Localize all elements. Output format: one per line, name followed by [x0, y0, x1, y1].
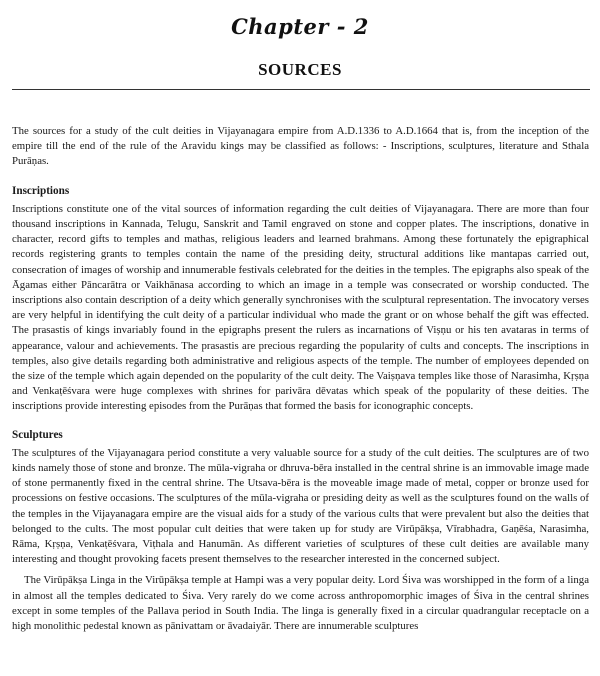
inscriptions-paragraph: Inscriptions constitute one of the vital sources of information regarding the cult deities of Vijayanagara. There are more than four thousand inscriptions in Kannada, Telugu, Sanskrit and Tamil engraved on stone and copper plates. The inscriptions, donative in character, record gifts to temples and mathas, religious leaders and learned brahmans. Among these fortunately the epigraphical records registering grants to temples contain the name of the presiding deity, structural additions like mantapas carried out, consecration of images of worship and innumerable festivals celebrated for the deities in the temples. The epigraphs also speak of the Āgamas either Pāncarātra or Vaikhānasa according to which an image in a temple was consecrated or worship conducted. The inscriptions also contain description of a deity which generally synchronises with the sculptural representation. The invocatory verses are very helpful in identifying the cult deity of a particular individual who made the grant or on whose behalf the gift was effected. The prasastis of kings invariably found in the epigraphs present the rulers as incarnations of Viṣṇu or his ten avataras in terms of appearance, valour and achievements. The prasastis are precious regarding the popularity of cults and concepts. The inscriptions in temples, also give details regarding both administrative and religious aspects of the temple. The number of employees depended on the size of the temple which again depended on the popularity of the cult deity. The Vaiṣṇava temples like those of Narasimha, Kṛṣṇa and Venkaṭēśvara were huge complexes with shrines for parivāra dēvatas which speak of the popularity of these deities. The inscriptions provide interesting episodes from the Purāṇas that formed the basis for iconographic concepts. — [12, 202, 589, 413]
chapter-label: Chapter - 2 — [231, 14, 369, 39]
sculptures-paragraph-1: The sculptures of the Vijayanagara period constitute a very valuable source for a study of the cult deities. The sculptures are of two kinds namely those of stone and bronze. The mūla-vigraha or dhruva-bēra installed in the central shrine is an immovable image made of stone permanently fixed in the central shrine. The Utsava-bēra is the moveable image made of metal, copper or bronze used for processions on festive occasions. The sculptures of the mūla-vigraha or presiding deity as well as the sculptures found on the walls of the temples in the Vijayanagara empire are the visual aids for a study of the various cults that were prevalent but also the deities that belonged to the cults. The most popular cult deities that were taken up for study are Virūpākṣa, Vīrabhadra, Gaṇēśa, Narasimha, Rāma, Kṛṣṇa, Venkaṭēśvara, Viṭhala and Hanumān. As different varieties of sculptures of these cult deities are available many interesting and thought provoking facets present themselves to the researcher interested in the concerned subject. — [12, 446, 589, 566]
section-heading-inscriptions: Inscriptions — [12, 184, 70, 197]
sculptures-paragraph-2: The Virūpākṣa Linga in the Virūpākṣa temple at Hampi was a very popular deity. Lord Śiva was worshipped in the form of a linga in almost all the temples dedicated to Śiva. Very rarely do we come across anthropomorphic images of Śiva in the central shrines except in some temples of the Pallava period in South India. The linga is generally fixed in a circular quadrangular receptacle on a high monolithic pedestal known as pānivattam or āvadaiyār. There are innumerable sculptures — [12, 574, 589, 633]
intro-paragraph: The sources for a study of the cult deities in Vijayanagara empire from A.D.1336 to A.D.1664 that is, from the inception of the empire till the end of the rule of the Aravidu kings may be classified as follows: - Inscriptions, sculptures, literature and Sthala Purāṇas. — [12, 125, 589, 168]
title-divider — [12, 89, 590, 90]
section-heading-sculptures: Sculptures — [12, 428, 63, 441]
body-text — [12, 124, 589, 634]
page-title: SOURCES — [258, 60, 342, 79]
